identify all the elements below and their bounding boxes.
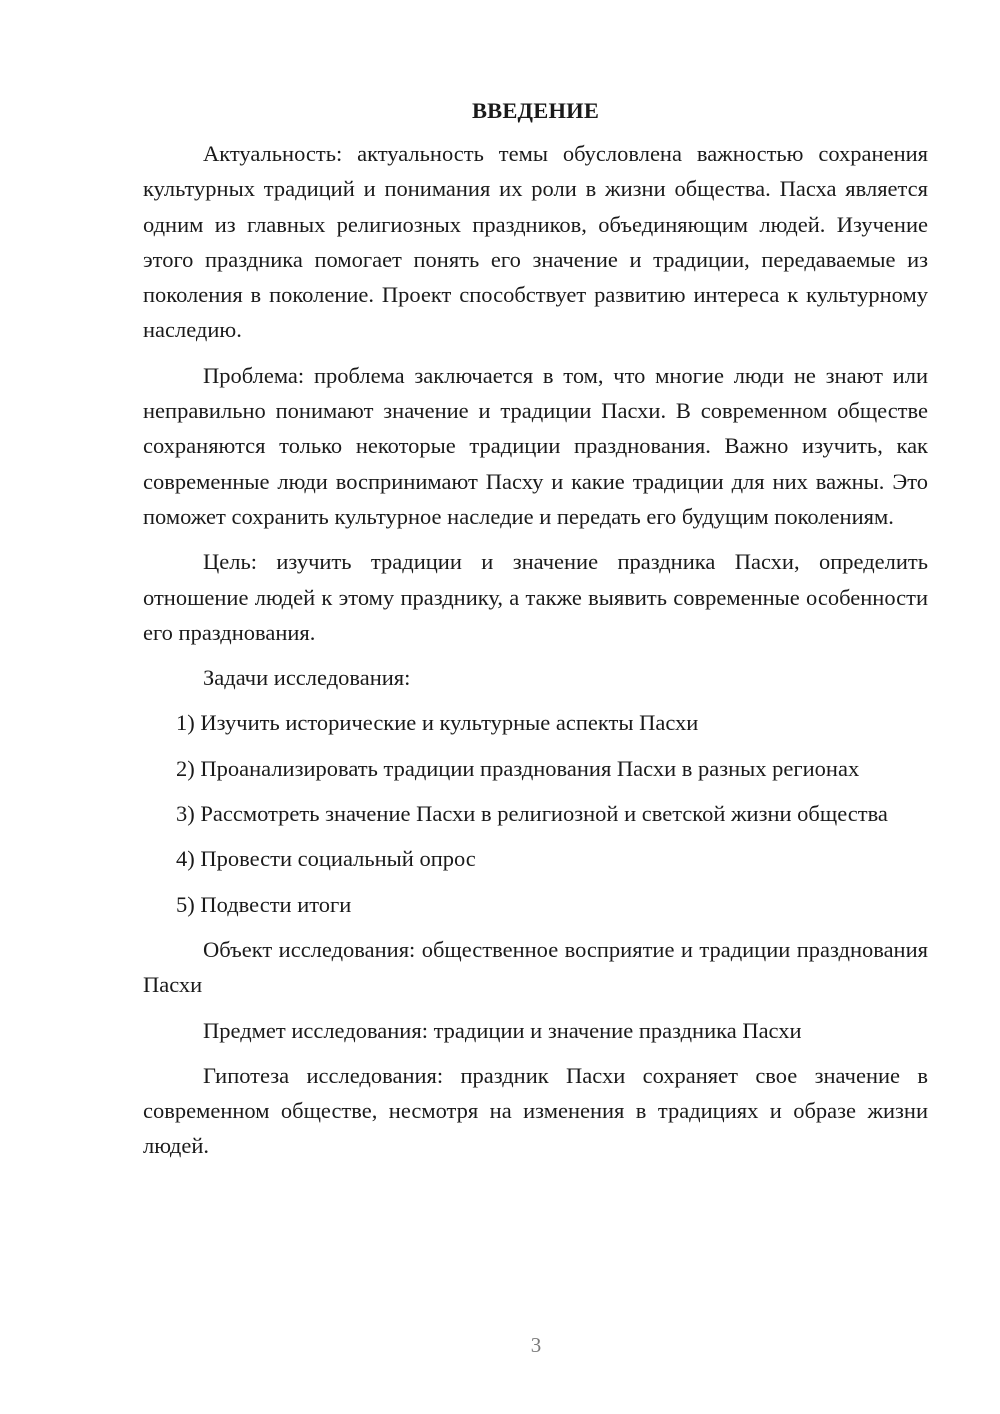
task-item-1: 1) Изучить исторические и культурные аспекты Пасхи (176, 710, 699, 736)
page-number: 3 (530, 1333, 542, 1357)
task-item-4: 4) Провести социальный опрос (176, 846, 476, 872)
task-item-3: 3) Рассмотреть значение Пасхи в религиозной и светской жизни общества (176, 801, 888, 827)
problem-paragraph: Проблема: проблема заключается в том, что многие люди не знают или неправильно понимают значение и традиции Пасхи. В современном обществе сохраняются только некоторые традиции празднования. Важно изучить, как современные люди воспринимают Пасху и какие традиции для них важны. Это поможет сохранить культурное наследие и передать его будущим поколениям. (143, 362, 928, 529)
object-paragraph: Объект исследования: общественное восприятие и традиции празднования Пасхи (143, 936, 928, 998)
tasks-heading: Задачи исследования: (203, 665, 411, 691)
section-title: ВВЕДЕНИЕ (471, 98, 600, 123)
task-item-2: 2) Проанализировать традиции празднования Пасхи в разных регионах (176, 755, 860, 781)
task-item-5: 5) Подвести итоги (176, 891, 352, 917)
hypothesis-paragraph: Гипотеза исследования: праздник Пасхи сохраняет свое значение в современном обществе, несмотря на изменения в традициях и образе жизни людей. (143, 1062, 928, 1159)
page-content (143, 96, 928, 1174)
relevance-paragraph: Актуальность: актуальность темы обусловлена важностью сохранения культурных традиций и понимания их роли в жизни общества. Пасха является одним из главных религиозных праздников, объединяющим людей. Изучение этого праздника помогает понять его значение и традиции, передаваемые из поколения в поколение. Проект способствует развитию интереса к культурному наследию. (143, 141, 928, 343)
goal-paragraph: Цель: изучить традиции и значение праздника Пасхи, определить отношение людей к этому празднику, а также выявить современные особенности его празднования. (143, 549, 928, 645)
subject-paragraph: Предмет исследования: традиции и значение праздника Пасхи (203, 1017, 802, 1043)
